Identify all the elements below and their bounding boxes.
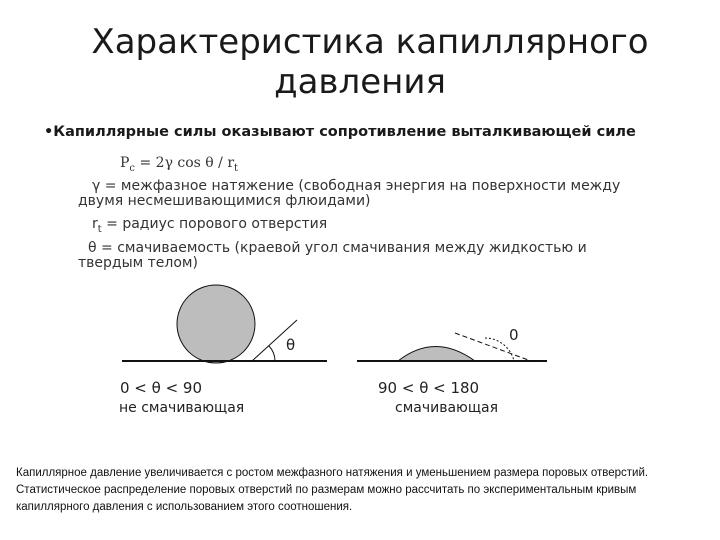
- formula-body: = 2γ cos θ / r: [135, 155, 235, 171]
- wetting-label: смачивающая: [395, 400, 499, 416]
- rt-definition-text: = радиус порового отверстия: [101, 216, 328, 232]
- non-wetting-drop: [177, 285, 255, 363]
- non-wetting-angle-symbol: θ: [286, 336, 296, 354]
- gamma-definition-line-1: γ = межфазное натяжение (свободная энергия на поверхности между: [92, 178, 621, 194]
- gamma-definition-line-2: двумя несмешивающимися флюидами): [78, 193, 371, 209]
- slide-title-line-2: давления: [274, 62, 446, 102]
- wetting-drop: [398, 347, 475, 362]
- non-wetting-diagram: [122, 285, 327, 363]
- non-wetting-label: не смачивающая: [119, 400, 245, 416]
- rt-symbol: r: [92, 216, 98, 232]
- bullet-text: •Капиллярные силы оказывают сопротивление выталкивающей силе: [44, 124, 636, 140]
- formula-pc: P: [120, 155, 130, 171]
- formula-rt-subscript: t: [234, 162, 239, 174]
- wetting-range: 90 < θ < 180: [378, 379, 480, 397]
- non-wetting-range: 0 < θ < 90: [120, 379, 203, 397]
- footnote-text: Капиллярное давление увеличивается с ростом межфазного натяжения и уменьшением размера поровых отверстий. Статистическое распределение поровых отверстий по размерам можно рассчитать по экспериментальным кривым капиллярного давления с использованием этого соотношения.: [16, 467, 649, 513]
- wetting-angle-symbol: 0: [509, 326, 519, 344]
- formula-pc-subscript: c: [129, 162, 136, 174]
- theta-definition-line-1: θ = смачиваемость (краевой угол смачивания между жидкостью и: [88, 240, 587, 256]
- theta-definition-line-2: твердым телом): [78, 255, 198, 271]
- slide-title-line-1: Характеристика капиллярного: [91, 22, 649, 62]
- non-wetting-angle-arc: [269, 346, 275, 361]
- rt-subscript: t: [97, 223, 102, 235]
